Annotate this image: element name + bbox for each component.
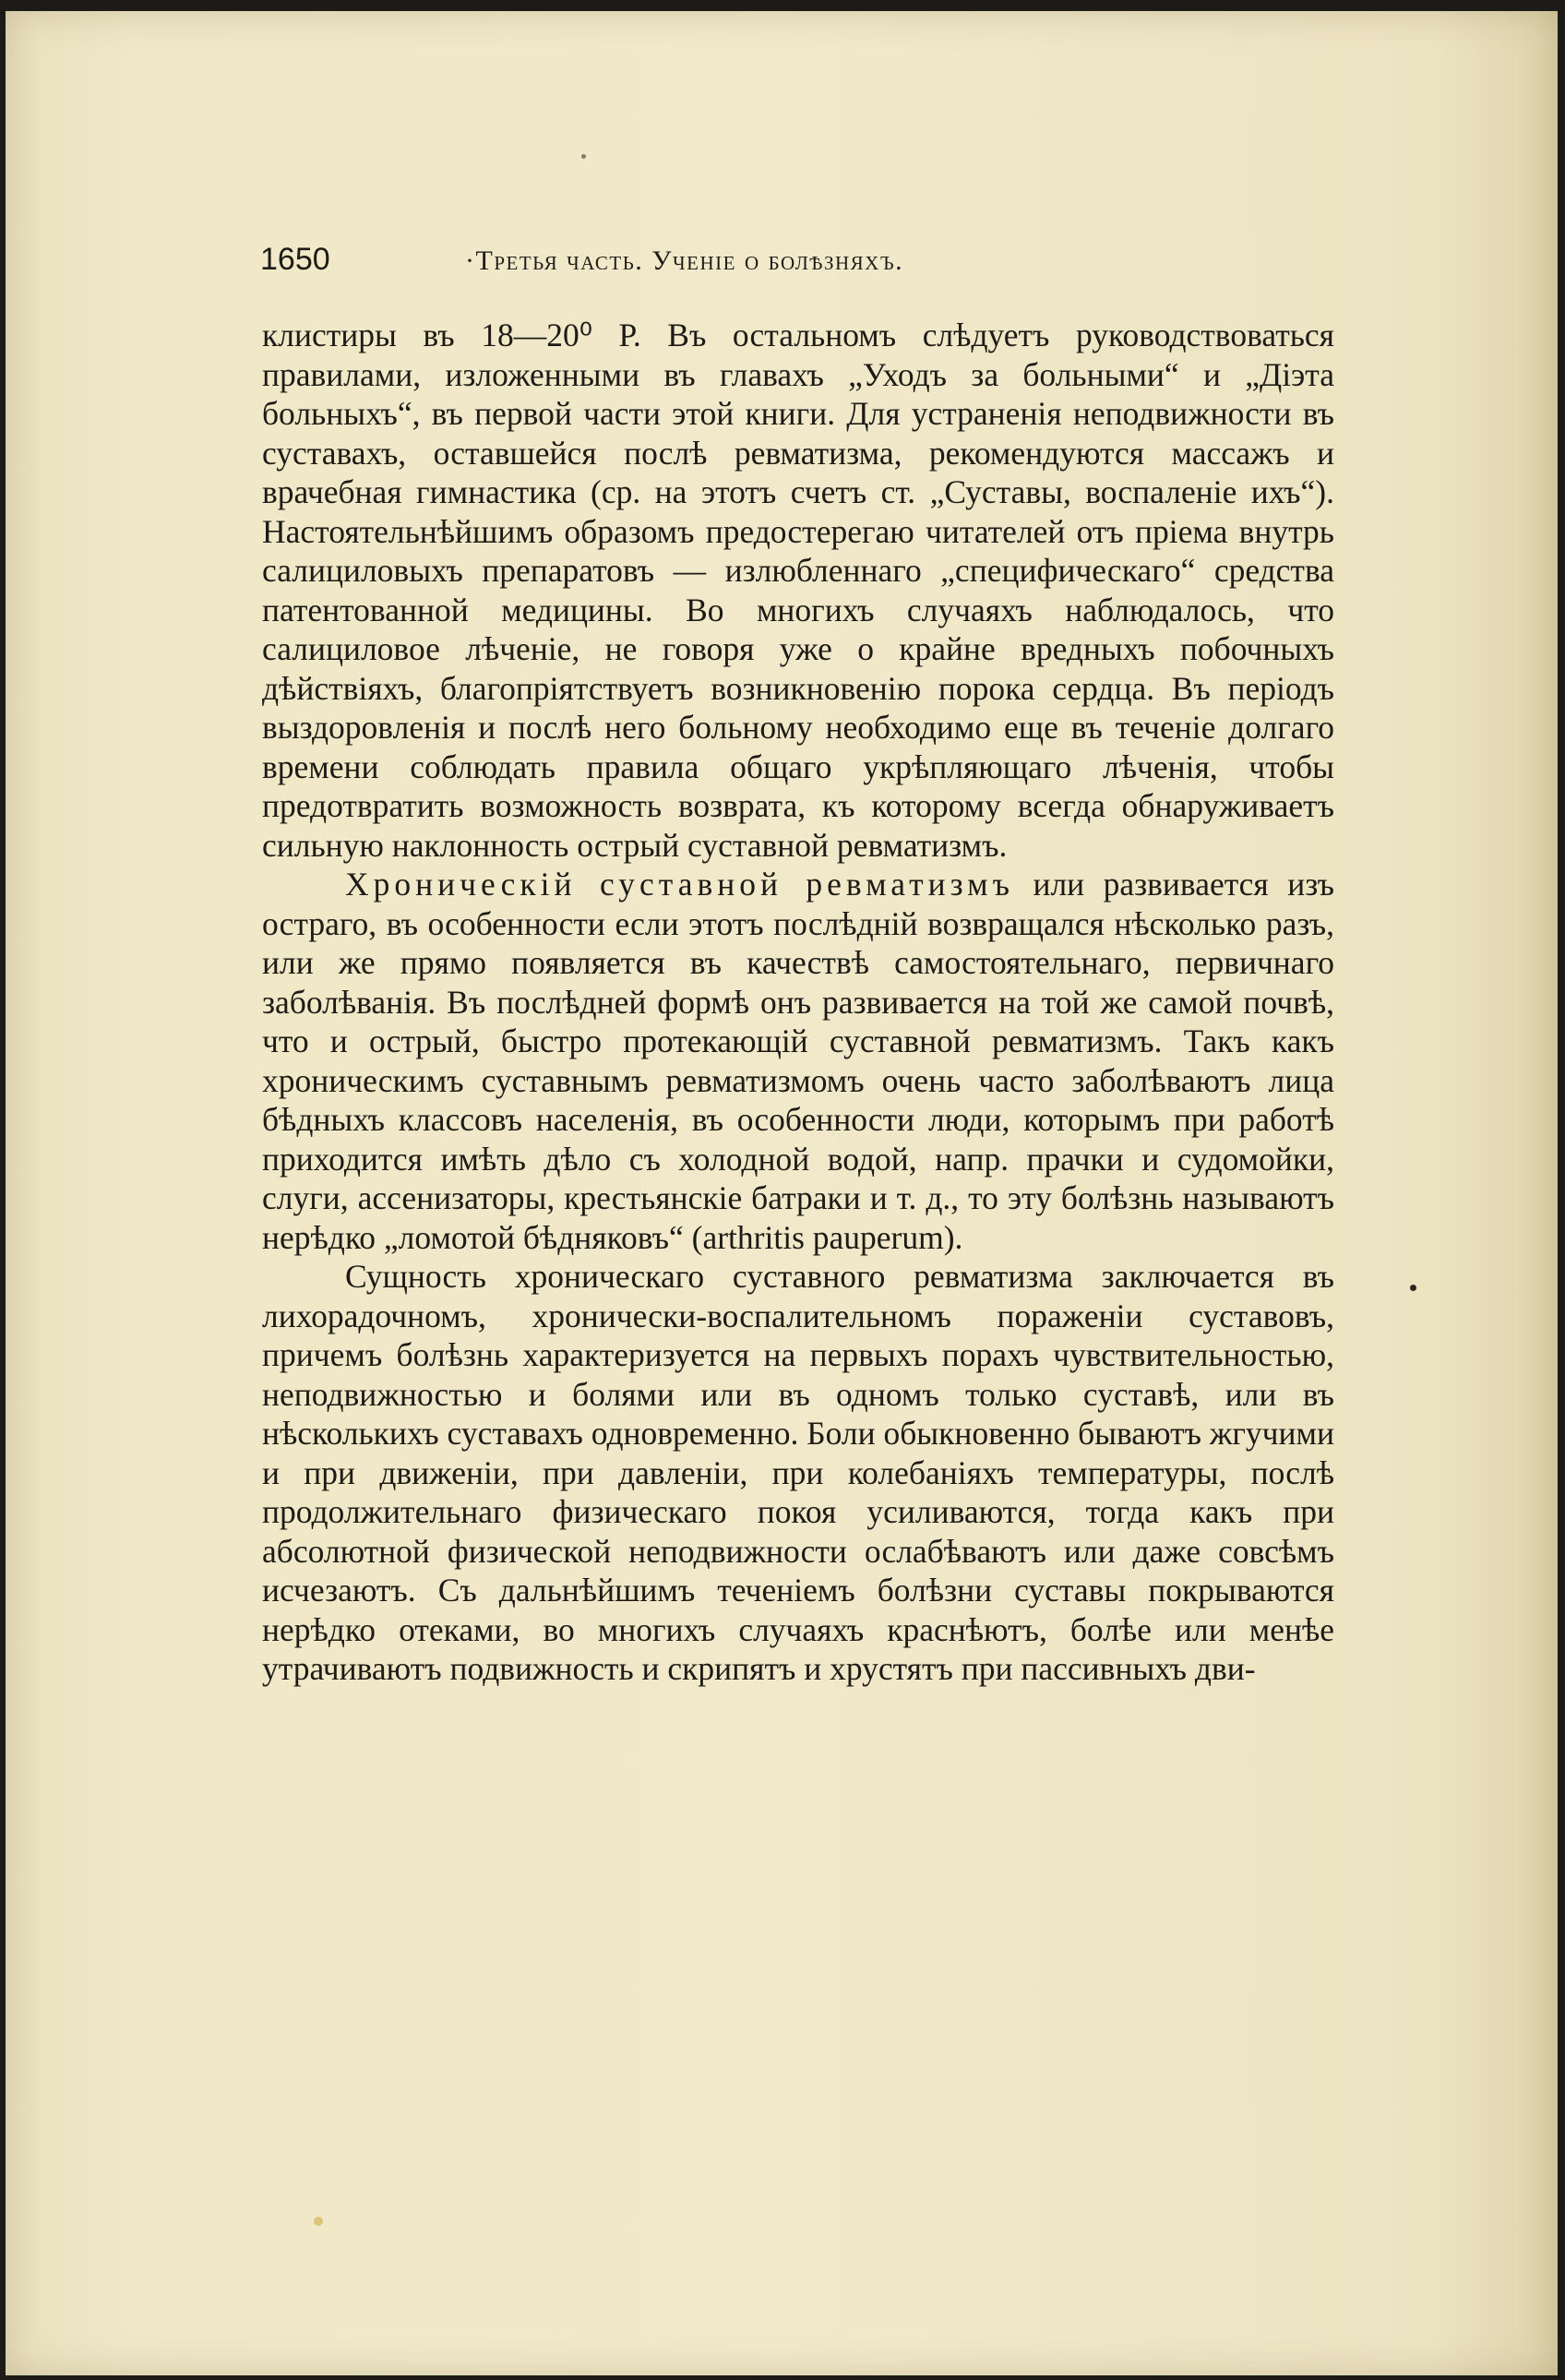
page-header bbox=[260, 242, 1321, 286]
paragraph bbox=[262, 865, 1334, 1257]
section-term: Хроническій суставной ревматизмъ bbox=[345, 866, 1014, 903]
paper-speck bbox=[314, 2217, 323, 2226]
paragraph-text: клистиры въ 18—20⁰ Р. Въ остальномъ слѣдуетъ руководствоваться правилами, изложенными въ главахъ „Уходъ за больными“ и „Діэта больныхъ“, въ первой части этой книги. Для устраненія неподвижности въ суставахъ, оставшейся послѣ ревматизма, рекомендуются массажъ и врачебная гимнастика (ср. на этотъ счетъ ст. „Суставы, воспаленіе ихъ“). Настоятельнѣйшимъ образомъ предостерегаю читателей отъ пріема внутрь салициловыхъ препаратовъ — излюбленнаго „специфическаго“ средства патентованной медицины. Во многихъ случаяхъ наблюдалось, что салициловое лѣченіе, не говоря уже о крайне вредныхъ побочныхъ дѣйствіяхъ, благопріятствуетъ возникновенію порока сердца. Въ періодъ выздоровленія и послѣ него больному необходимо еще въ теченіе долгаго времени соблюдать правила общаго укрѣпляющаго лѣченія, чтобы предотвратить возможность возврата, къ которому всегда обнаруживаетъ сильную наклонность острый суставной ревматизмъ. bbox=[262, 317, 1334, 864]
paragraph bbox=[262, 1257, 1334, 1689]
page-number: 1650 bbox=[260, 242, 330, 277]
paragraph-text: Сущность хроническаго суставного ревматизма заключается въ лихорадочномъ, хронически-воспалительномъ пораженіи суставовъ, причемъ болѣзнь характеризуется на первыхъ порахъ чувствительностью, неподвижностью и болями или въ одномъ только суставѣ, или въ нѣсколькихъ суставахъ одновременно. Боли обыкновенно бываютъ жгучими и при движеніи, при давленіи, при колебаніяхъ температуры, послѣ продолжительнаго физическаго покоя усиливаются, тогда какъ при абсолютной физической неподвижности ослабѣваютъ или даже совсѣмъ исчезаютъ. Съ дальнѣйшимъ теченіемъ болѣзни суставы покрываются нерѣдко отеками, во многихъ случаяхъ краснѣютъ, болѣе или менѣе утрачиваютъ подвижность и скрипятъ и хрустятъ при пассивныхъ дви- bbox=[262, 1258, 1335, 1687]
paragraph-text: или развивается изъ остраго, въ особенности если этотъ послѣдній возвращался нѣсколько разъ, или же прямо появляется въ качествѣ самостоятельнаго, первичнаго заболѣванія. Въ послѣдней формѣ онъ развивается на той же самой почвѣ, что и острый, быстро протекающій суставной ревматизмъ. Такъ какъ хроническимъ суставнымъ ревматизмомъ очень часто заболѣваютъ лица бѣдныхъ классовъ населенія, въ особенности люди, которымъ при работѣ приходится имѣть дѣло съ холодной водой, напр. прачки и судомойки, слуги, ассенизаторы, крестьянскіе батраки и т. д., то эту болѣзнь называютъ нерѣдко „ломотой бѣдняковъ“ (arthritis pauperum). bbox=[262, 866, 1334, 1256]
paper-speck bbox=[1410, 1285, 1416, 1291]
body-text bbox=[262, 316, 1334, 1689]
paragraph bbox=[262, 316, 1334, 865]
paper-speck bbox=[581, 154, 586, 159]
running-head: ·Третья часть. Ученіе о болѣзняхъ. bbox=[465, 245, 904, 276]
